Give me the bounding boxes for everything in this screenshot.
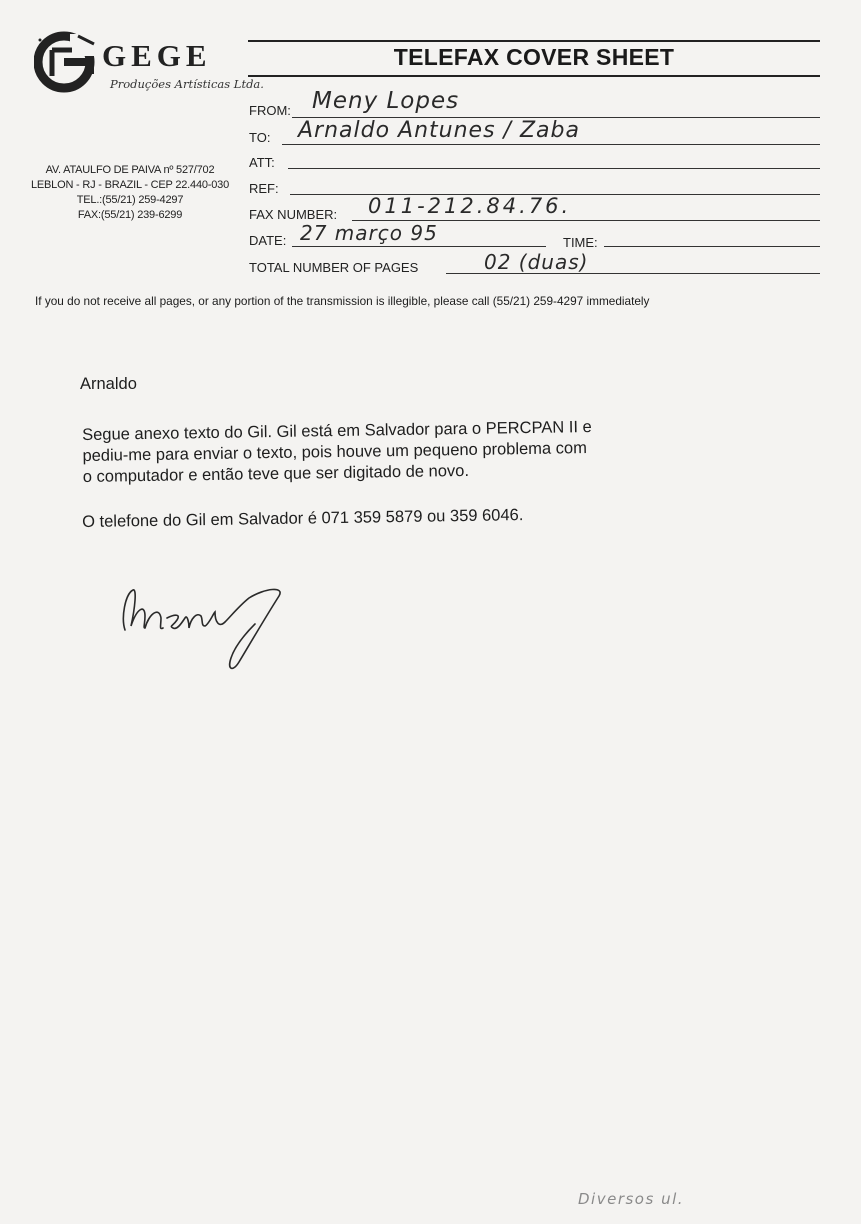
to-value: Arnaldo Antunes / Zaba [298,118,580,143]
date-label: DATE: [249,233,287,248]
logo-subtitle: Produções Artísticas Ltda. [110,77,264,91]
ref-label: REF: [249,181,279,196]
to-line [282,144,820,145]
title-top-rule [248,40,820,42]
message-line: Segue anexo texto do Gil. Gil está em Salvador para o PERCPAN II e [82,417,592,444]
company-address [30,163,230,223]
message-line: o computador e então teve que ser digitado de novo. [82,461,470,486]
greeting: Arnaldo [80,375,137,393]
att-line [288,168,820,169]
date-value: 27 março 95 [300,221,438,245]
time-label: TIME: [563,235,598,250]
total-pages-label: TOTAL NUMBER OF PAGES [249,260,419,275]
margin-note: Diversos ul. [578,1190,685,1208]
document-title: TELEFAX COVER SHEET [393,44,675,70]
title-bottom-rule [248,75,820,77]
address-line: TEL.:(55/21) 259-4297 [76,194,184,206]
transmission-notice: If you do not receive all pages, or any portion of the transmission is illegible, please call (55/21) 259-4297 immediately [35,294,650,308]
fax-number-value: 011-212.84.76. [368,194,572,218]
from-label: FROM: [249,103,291,118]
time-line [604,246,820,247]
from-value: Meny Lopes [312,88,460,114]
message-line: pediu-me para enviar o texto, pois houve um pequeno problema com [82,439,588,465]
att-label: ATT: [249,155,275,170]
message-body [82,414,763,488]
address-line: AV. ATAULFO DE PAIVA nº 527/702 [45,164,215,176]
handwritten-signature [115,578,295,678]
address-line: FAX:(55/21) 239-6299 [77,209,183,221]
phone-line: O telefone do Gil em Salvador é 071 359 5879 ou 359 6046. [82,506,524,531]
gege-logo-mark [34,30,106,94]
fax-number-label: FAX NUMBER: [249,207,338,222]
company-logo [34,30,264,110]
date-line [292,246,546,247]
address-line: LEBLON - RJ - BRAZIL - CEP 22.440-030 [30,179,230,191]
to-label: TO: [249,130,271,145]
total-pages-value: 02 (duas) [484,250,589,274]
logo-wordmark: GEGE [102,38,212,73]
